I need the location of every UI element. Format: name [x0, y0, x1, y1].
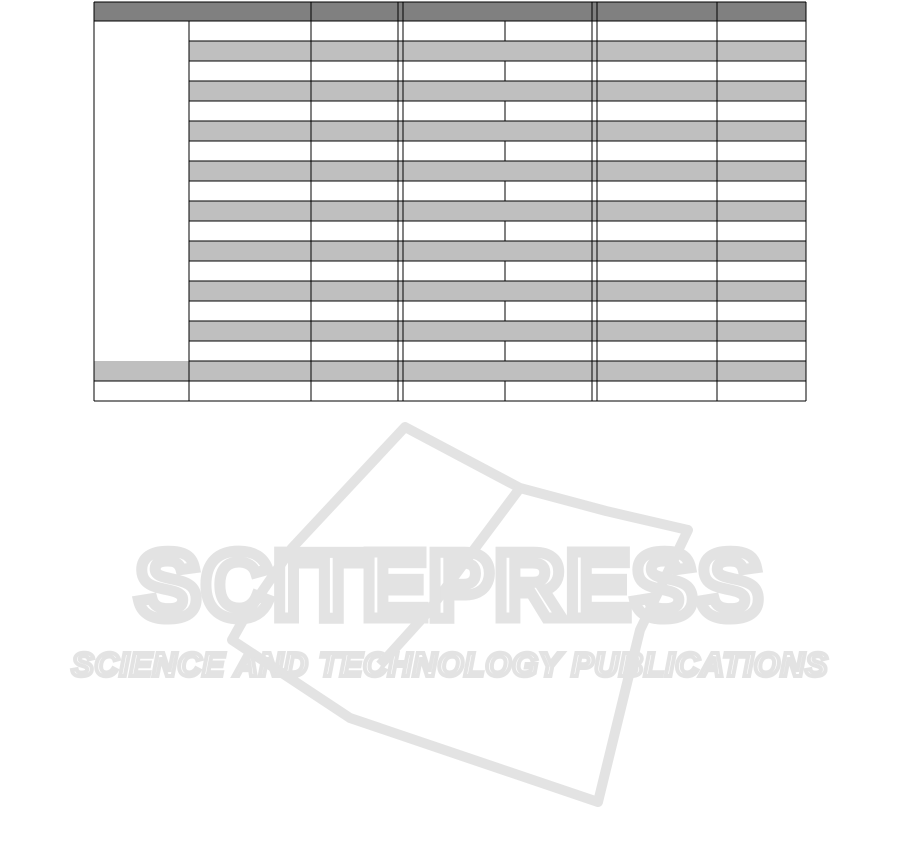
- watermark-tagline: SCIENCE AND TECHNOLOGY PUBLICATIONS: [71, 646, 829, 683]
- watermark-brand: SCITEPRESS: [135, 532, 765, 639]
